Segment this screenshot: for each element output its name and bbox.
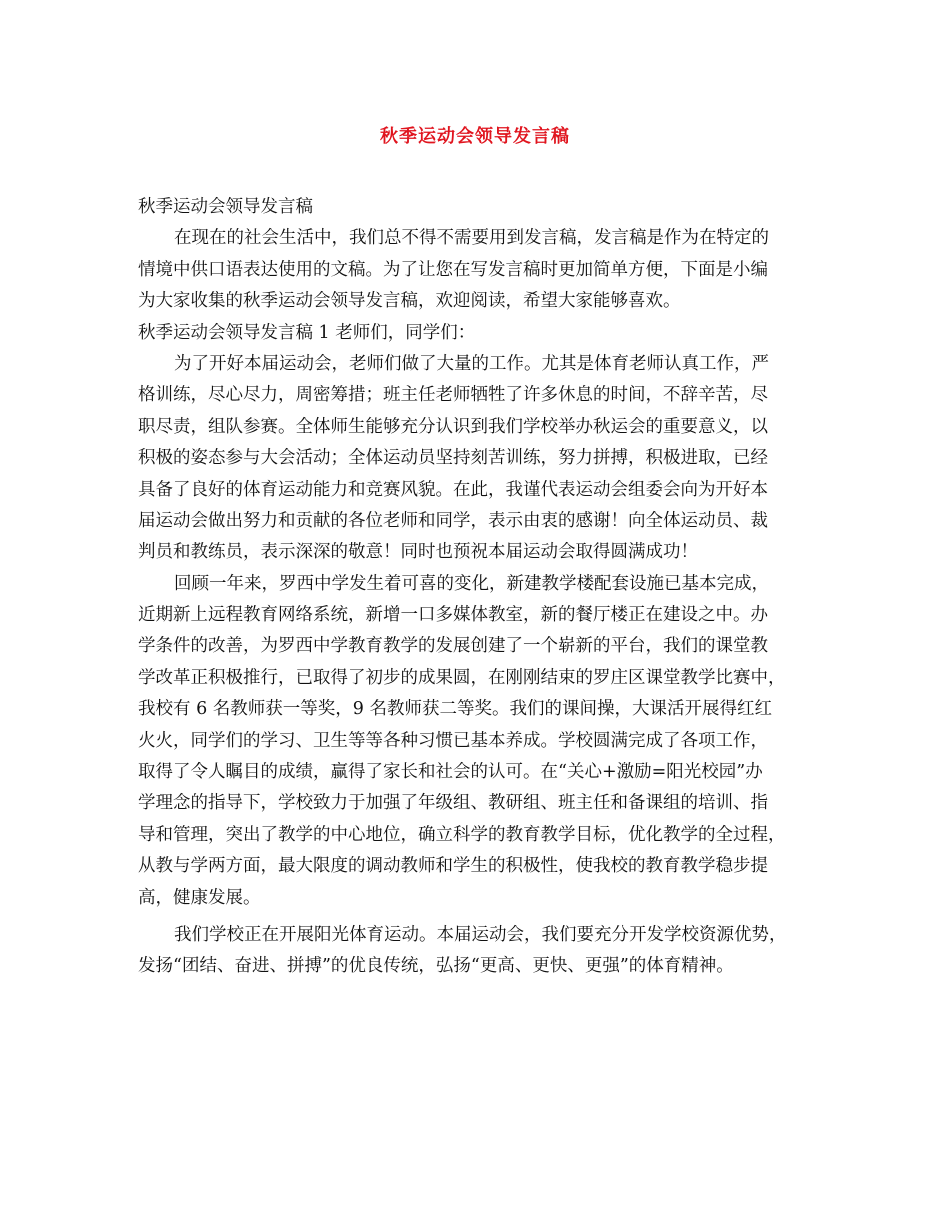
text-line: 从教与学两方面，最大限度的调动教师和学生的积极性，使我校的教育教学稳步提: [138, 856, 768, 877]
text-line: 发扬“团结、奋进、拼搏”的优良传统，弘扬“更高、更快、更强”的体育精神。: [138, 956, 734, 977]
text-line: 取得了令人瞩目的成绩，赢得了家长和社会的认可。在“关心+激励=阳光校园”办: [138, 762, 763, 783]
text-line: 火火，同学们的学习、卫生等等各种习惯已基本养成。学校圆满完成了各项工作，: [138, 730, 768, 751]
text-line: 积极的姿态参与大会活动；全体运动员坚持刻苦训练，努力拼搏，积极进取，已经: [138, 448, 768, 469]
subtitle-line: 秋季运动会领导发言稿: [138, 197, 313, 217]
text-line: 学条件的改善，为罗西中学教育教学的发展创建了一个崭新的平台，我们的课堂教: [138, 636, 768, 657]
section-heading-line: 秋季运动会领导发言稿 1 老师们，同学们：: [138, 322, 476, 343]
text-line: 学理念的指导下，学校致力于加强了年级组、教研组、班主任和备课组的培训、指: [138, 793, 768, 814]
text-line: 导和管理，突出了教学的中心地位，确立科学的教育教学目标，优化教学的全过程，: [138, 824, 786, 845]
document-title: 秋季运动会领导发言稿: [380, 126, 570, 147]
text-line: 回顾一年来，罗西中学发生着可喜的变化，新建教学楼配套设施已基本完成，: [174, 573, 769, 594]
text-line: 高，健康发展。: [138, 887, 261, 908]
text-line: 判员和教练员，表示深深的敬意！同时也预祝本届运动会取得圆满成功！: [138, 542, 698, 563]
text-line: 格训练，尽心尽力，周密筹措；班主任老师牺牲了许多休息的时间，不辞辛苦，尽: [138, 385, 768, 406]
text-line: 职尽责，组队参赛。全体师生能够充分认识到我们学校举办秋运会的重要意义，以: [138, 416, 768, 437]
text-line: 具备了良好的体育运动能力和竞赛风貌。在此，我谨代表运动会组委会向为开好本: [138, 479, 768, 500]
text-line: 为了开好本届运动会，老师们做了大量的工作。尤其是体育老师认真工作，严: [174, 353, 769, 374]
text-line: 近期新上远程教育网络系统，新增一口多媒体教室，新的餐厅楼正在建设之中。办: [138, 605, 768, 626]
document-body: [138, 192, 818, 983]
text-line: 在现在的社会生活中，我们总不得不需要用到发言稿，发言稿是作为在特定的: [174, 228, 769, 249]
text-line: 情境中供口语表达使用的文稿。为了让您在写发言稿时更加简单方便，下面是小编: [138, 259, 768, 280]
text-line: 学改革正积极推行，已取得了初步的成果圆，在刚刚结束的罗庄区课堂教学比赛中，: [138, 667, 786, 688]
text-line: 我校有 6 名教师获一等奖，9 名教师获二等奖。我们的课间操，大课活开展得红红: [138, 699, 772, 720]
text-line: 届运动会做出努力和贡献的各位老师和同学，表示由衷的感谢！向全体运动员、裁: [138, 510, 768, 531]
text-line: 为大家收集的秋季运动会领导发言稿，欢迎阅读，希望大家能够喜欢。: [138, 291, 681, 312]
text-line: 我们学校正在开展阳光体育运动。本届运动会，我们要充分开发学校资源优势，: [174, 924, 787, 945]
